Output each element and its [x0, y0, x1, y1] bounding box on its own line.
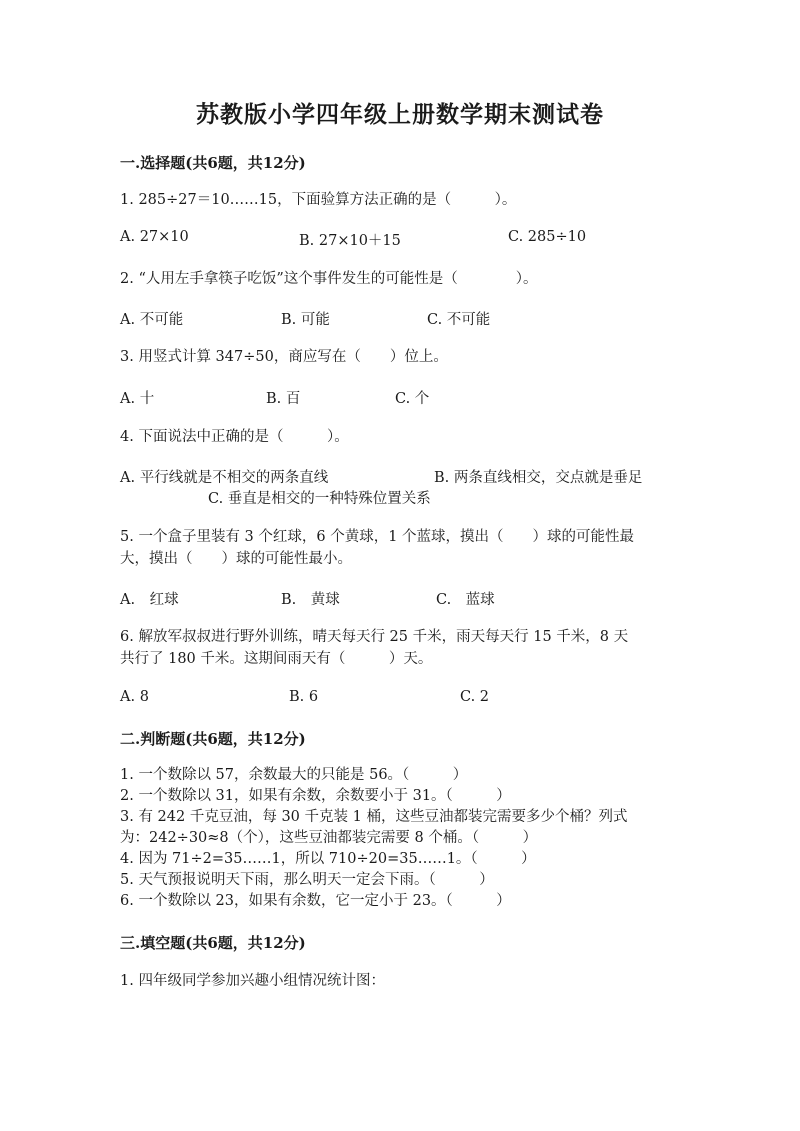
- question-2-option-c: C. 不可能: [427, 312, 491, 328]
- question-4-option-b: B. 两条直线相交，交点就是垂足: [434, 470, 643, 486]
- question-3-option-a: A. 十: [120, 391, 155, 407]
- question-1-option-c: C. 285÷10: [508, 229, 587, 245]
- question-6-option-c: C. 2: [460, 689, 490, 705]
- question-2-option-b: B. 可能: [281, 312, 330, 328]
- question-3-stem: 3. 用竖式计算 347÷50，商应写在（ ）位上。: [120, 349, 448, 365]
- question-6-option-b: B. 6: [289, 689, 319, 705]
- question-1-stem: 1. 285÷27＝10……15，下面验算方法正确的是（ ）。: [120, 192, 517, 208]
- question-4-option-c: C. 垂直是相交的一种特殊位置关系: [208, 491, 431, 507]
- question-5-option-c: C. 蓝球: [436, 592, 495, 608]
- question-1-option-a: A. 27×10: [120, 229, 189, 245]
- section-heading-true-false: 二.判断题(共6题，共12分): [120, 730, 306, 748]
- question-5-option-b: B. 黄球: [281, 592, 340, 608]
- question-6-stem-line-2: 共行了 180 千米。这期间雨天有（ ）天。: [120, 651, 433, 667]
- judgement-line-6: 5. 天气预报说明天下雨，那么明天一定会下雨。（ ）: [120, 872, 494, 888]
- question-5-stem-line-1: 5. 一个盒子里装有 3 个红球，6 个黄球，1 个蓝球，摸出（ ）球的可能性最: [120, 529, 635, 545]
- question-6-option-a: A. 8: [120, 689, 149, 705]
- section-heading-fill-blank: 三.填空题(共6题，共12分): [120, 934, 306, 952]
- judgement-line-2: 2. 一个数除以 31，如果有余数，余数要小于 31。（ ）: [120, 788, 511, 804]
- question-5-stem-line-2: 大，摸出（ ）球的可能性最小。: [120, 551, 352, 567]
- judgement-line-1: 1. 一个数除以 57，余数最大的只能是 56。（ ）: [120, 767, 468, 783]
- question-4-option-a: A. 平行线就是不相交的两条直线: [120, 470, 329, 486]
- question-3-option-b: B. 百: [266, 391, 301, 407]
- judgement-line-4: 为：242÷30≈8（个），这些豆油都装完需要 8 个桶。（ ）: [120, 830, 538, 846]
- judgement-line-5: 4. 因为 71÷2=35……1，所以 710÷20=35……1。（ ）: [120, 851, 536, 867]
- question-3-option-c: C. 个: [395, 391, 430, 407]
- question-2-stem: 2. “人用左手拿筷子吃饭”这个事件发生的可能性是（ ）。: [120, 271, 538, 287]
- question-2-option-a: A. 不可能: [120, 312, 184, 328]
- question-1-option-b: B. 27×10＋15: [299, 233, 401, 249]
- question-5-option-a: A. 红球: [120, 592, 179, 608]
- fill-blank-question-1: 1. 四年级同学参加兴趣小组情况统计图：: [120, 973, 385, 989]
- question-6-stem-line-1: 6. 解放军叔叔进行野外训练，晴天每天行 25 千米，雨天每天行 15 千米，8 天: [120, 629, 629, 645]
- section-heading-choice: 一.选择题(共6题，共12分): [120, 154, 306, 172]
- question-4-stem: 4. 下面说法中正确的是（ ）。: [120, 429, 349, 445]
- judgement-line-3: 3. 有 242 千克豆油，每 30 千克装 1 桶，这些豆油都装完需要多少个桶？列式: [120, 809, 628, 825]
- page-title: 苏教版小学四年级上册数学期末测试卷: [196, 101, 604, 128]
- judgement-line-7: 6. 一个数除以 23，如果有余数，它一定小于 23。（ ）: [120, 893, 511, 909]
